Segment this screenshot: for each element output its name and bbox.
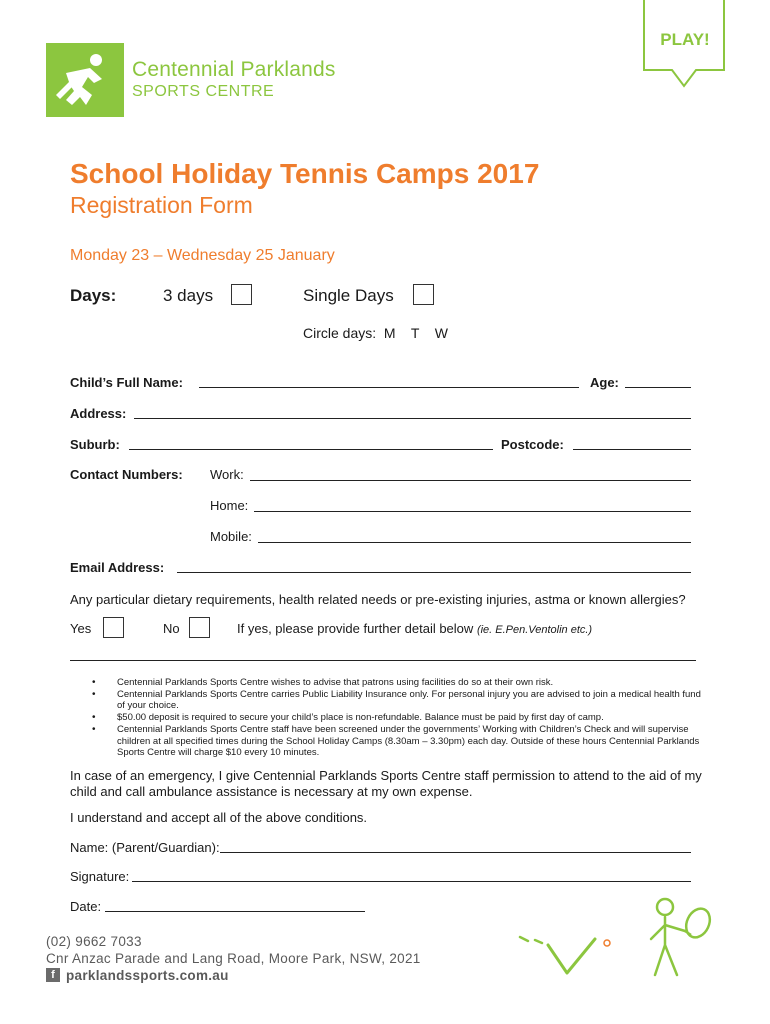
detail-prompt bbox=[237, 621, 592, 636]
contact-numbers-label: Contact Numbers: bbox=[70, 467, 183, 482]
work-field[interactable] bbox=[250, 480, 691, 481]
address-field[interactable] bbox=[134, 418, 691, 419]
list-item: • Centennial Parklands Sports Centre staff have been screened under the governments’ Working with Children’s Check and will supervise children at all specified times during the School Holiday Camps (8.30am – 3.30pm) each day. Outside of these hours Centennial Parklands Sports Centre will charge $10 every 10 minutes. bbox=[92, 724, 704, 759]
child-name-label: Child’s Full Name: bbox=[70, 375, 183, 390]
three-days-label: 3 days bbox=[163, 286, 214, 305]
emergency-consent: In case of an emergency, I give Centennial Parklands Sports Centre staff permission to attend to the aid of my child and call ambulance assistance is necessary at my own expense. bbox=[70, 768, 702, 799]
date-label: Date: bbox=[70, 899, 102, 914]
footer-phone: (02) 9662 7033 bbox=[46, 934, 142, 949]
guardian-name-field[interactable] bbox=[220, 852, 691, 853]
address-label: Address: bbox=[70, 406, 127, 421]
list-item: • Centennial Parklands Sports Centre wishes to advise that patrons using facilities do so at their own risk. bbox=[92, 677, 704, 689]
mobile-label: Mobile: bbox=[210, 529, 252, 544]
tennis-player-icon bbox=[515, 895, 725, 985]
postcode-label: Postcode: bbox=[501, 437, 564, 452]
runner-icon bbox=[46, 43, 124, 117]
no-label: No bbox=[163, 621, 180, 636]
three-days-checkbox[interactable] bbox=[231, 284, 252, 305]
single-days-label: Single Days bbox=[303, 286, 394, 305]
email-label: Email Address: bbox=[70, 560, 165, 575]
detail-example: (ie. E.Pen.Ventolin etc.) bbox=[476, 624, 593, 636]
facebook-icon: f bbox=[46, 968, 60, 982]
list-item: • $50.00 deposit is required to secure your child’s place is non-refundable. Balance must be paid by first day of camp. bbox=[92, 712, 704, 724]
email-field[interactable] bbox=[177, 572, 691, 573]
page-title: School Holiday Tennis Camps 2017 bbox=[70, 158, 540, 189]
list-item: • Centennial Parklands Sports Centre carries Public Liability Insurance only. For personal injury you are advised to join a medical health fund of your choice. bbox=[92, 689, 704, 712]
brand-subtitle: SPORTS CENTRE bbox=[132, 83, 275, 100]
logo-mark bbox=[46, 43, 124, 117]
footer-website[interactable]: parklandssports.com.au bbox=[66, 968, 229, 983]
yes-checkbox[interactable] bbox=[103, 617, 124, 638]
page-subtitle: Registration Form bbox=[70, 192, 253, 218]
postcode-field[interactable] bbox=[573, 449, 691, 450]
age-field[interactable] bbox=[625, 387, 691, 388]
work-label: Work: bbox=[210, 467, 244, 482]
home-field[interactable] bbox=[254, 511, 691, 512]
single-days-checkbox[interactable] bbox=[413, 284, 434, 305]
days-label: Days: bbox=[70, 286, 117, 305]
guardian-name-label: Name: (Parent/Guardian): bbox=[70, 840, 220, 855]
camp-dates: Monday 23 – Wednesday 25 January bbox=[70, 247, 335, 264]
signature-field[interactable] bbox=[132, 881, 691, 882]
detail-field[interactable] bbox=[70, 660, 696, 661]
yes-label: Yes bbox=[70, 621, 92, 636]
mobile-field[interactable] bbox=[258, 542, 691, 543]
no-checkbox[interactable] bbox=[189, 617, 210, 638]
suburb-field[interactable] bbox=[129, 449, 493, 450]
signature-label: Signature: bbox=[70, 869, 130, 884]
brand-name: Centennial Parklands bbox=[132, 58, 336, 81]
conditions-list bbox=[92, 677, 704, 759]
detail-text: If yes, please provide further detail below bbox=[237, 621, 474, 636]
home-label: Home: bbox=[210, 498, 249, 513]
age-label: Age: bbox=[590, 375, 619, 390]
circle-days: Circle days: M T W bbox=[303, 325, 448, 341]
footer-address: Cnr Anzac Parade and Lang Road, Moore Park, NSW, 2021 bbox=[46, 951, 421, 966]
play-label: PLAY! bbox=[660, 30, 710, 49]
date-field[interactable] bbox=[105, 911, 365, 912]
child-name-field[interactable] bbox=[199, 387, 579, 388]
suburb-label: Suburb: bbox=[70, 437, 120, 452]
dietary-question: Any particular dietary requirements, health related needs or pre-existing injuries, astma or known allergies? bbox=[70, 592, 686, 607]
accept-statement: I understand and accept all of the above conditions. bbox=[70, 810, 368, 825]
